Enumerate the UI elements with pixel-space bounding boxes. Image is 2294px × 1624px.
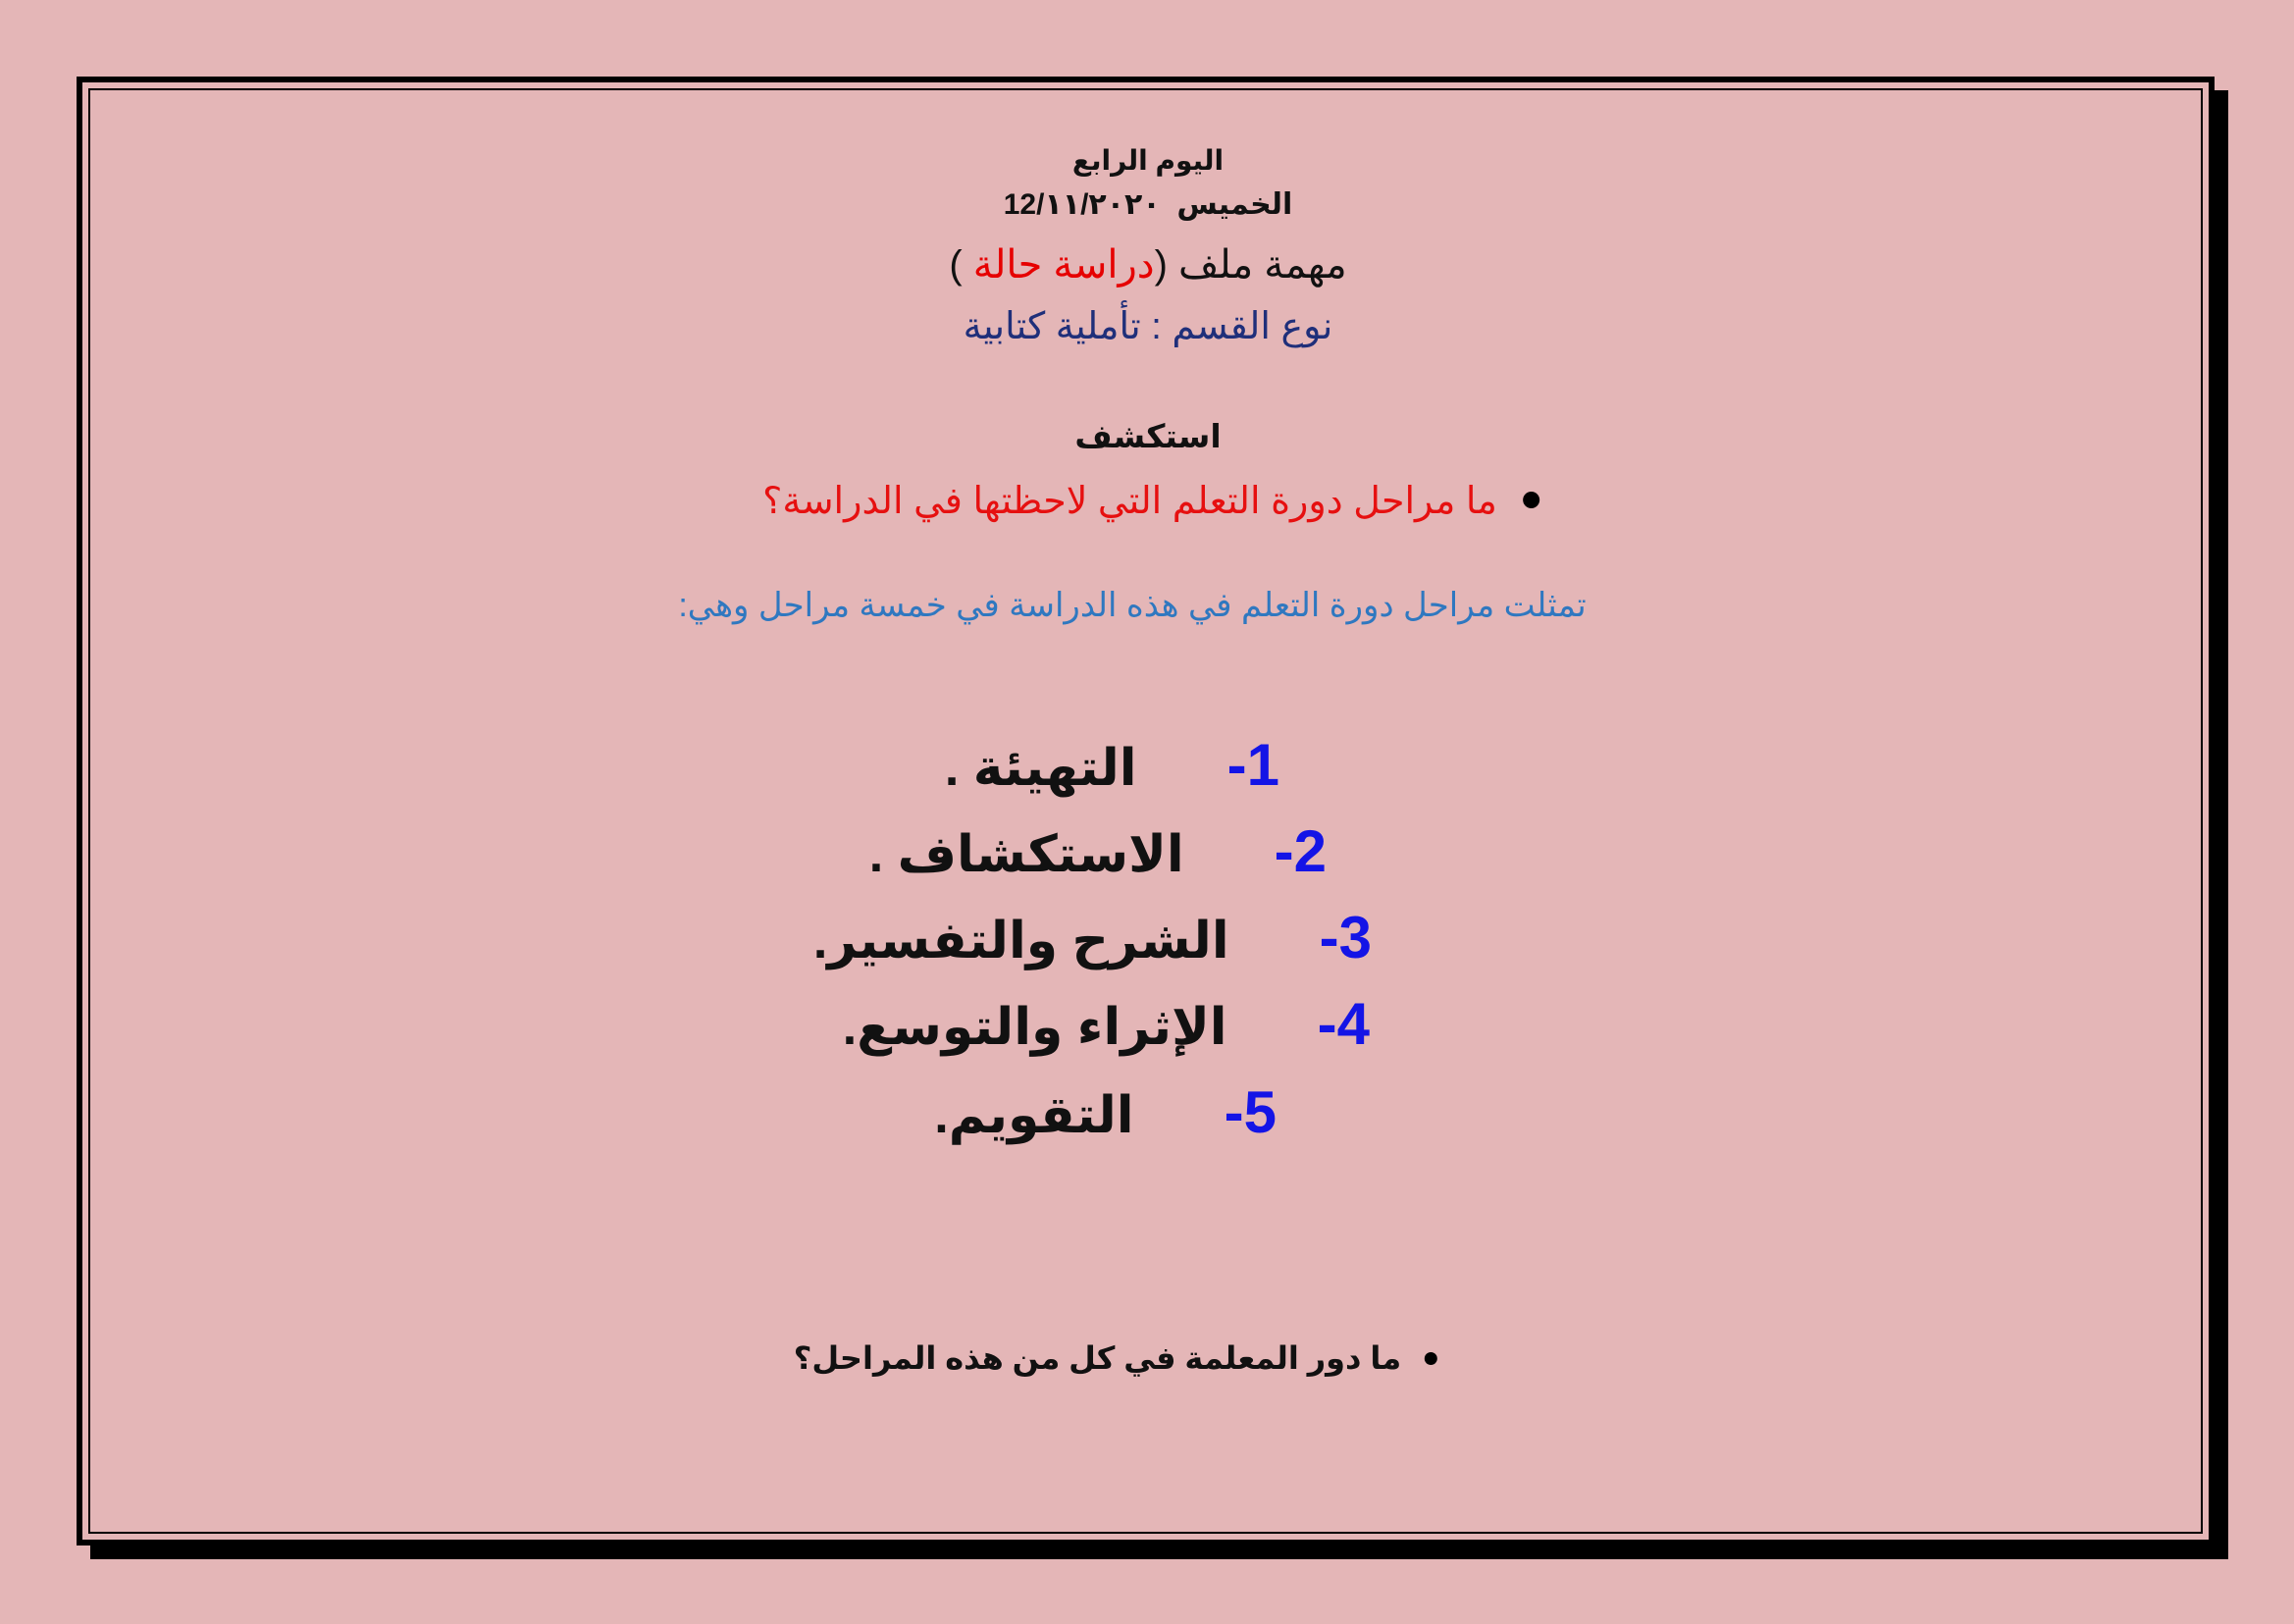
stage-item: [812, 905, 1372, 970]
explore-question: [762, 483, 1539, 520]
date: 12/١١/٢٠٢٠: [1003, 188, 1161, 221]
stage-label: التهيئة .: [944, 740, 1137, 797]
stage-item: [944, 732, 1279, 798]
stage-label: الشرح والتفسير.: [812, 913, 1229, 969]
stage-number: -2: [1274, 818, 1327, 884]
stage-label: الاستكشاف .: [868, 826, 1184, 883]
stage-number: -5: [1224, 1079, 1277, 1145]
stage-label: التقويم.: [934, 1087, 1134, 1144]
page-border-inner: [88, 88, 2203, 1534]
task-line: [949, 245, 1346, 285]
section-type: نوع القسم : تأملية كتابية: [963, 306, 1333, 347]
final-question-text: ما دور المعلمة في كل من هذه المراحل؟: [793, 1340, 1402, 1376]
date-line: [1004, 190, 1293, 220]
stage-label: الإثراء والتوسع.: [842, 999, 1227, 1056]
stage-number: -4: [1317, 991, 1370, 1057]
stage-item: [934, 1079, 1277, 1145]
stage-number: -3: [1319, 905, 1372, 970]
day-title: اليوم الرابع: [1071, 145, 1225, 176]
stage-item: [868, 818, 1327, 884]
bullet-icon: [1523, 492, 1539, 508]
stage-number: -1: [1226, 732, 1279, 798]
bullet-icon: [1425, 1352, 1437, 1365]
task-suffix: ): [949, 243, 973, 287]
explore-question-text: ما مراحل دورة التعلم التي لاحظتها في الدراسة؟: [762, 481, 1497, 522]
explore-intro: تمثلت مراحل دورة التعلم في هذه الدراسة في خمسة مراحل وهي:: [678, 587, 1587, 624]
day-name: الخميس: [1176, 188, 1293, 221]
task-highlight: دراسة حالة: [972, 243, 1155, 287]
explore-heading: استكشف: [1074, 418, 1222, 454]
final-question: [794, 1342, 1437, 1374]
task-prefix: مهمة ملف (: [1154, 243, 1347, 287]
page-border: [77, 77, 2215, 1545]
stage-item: [842, 991, 1370, 1057]
